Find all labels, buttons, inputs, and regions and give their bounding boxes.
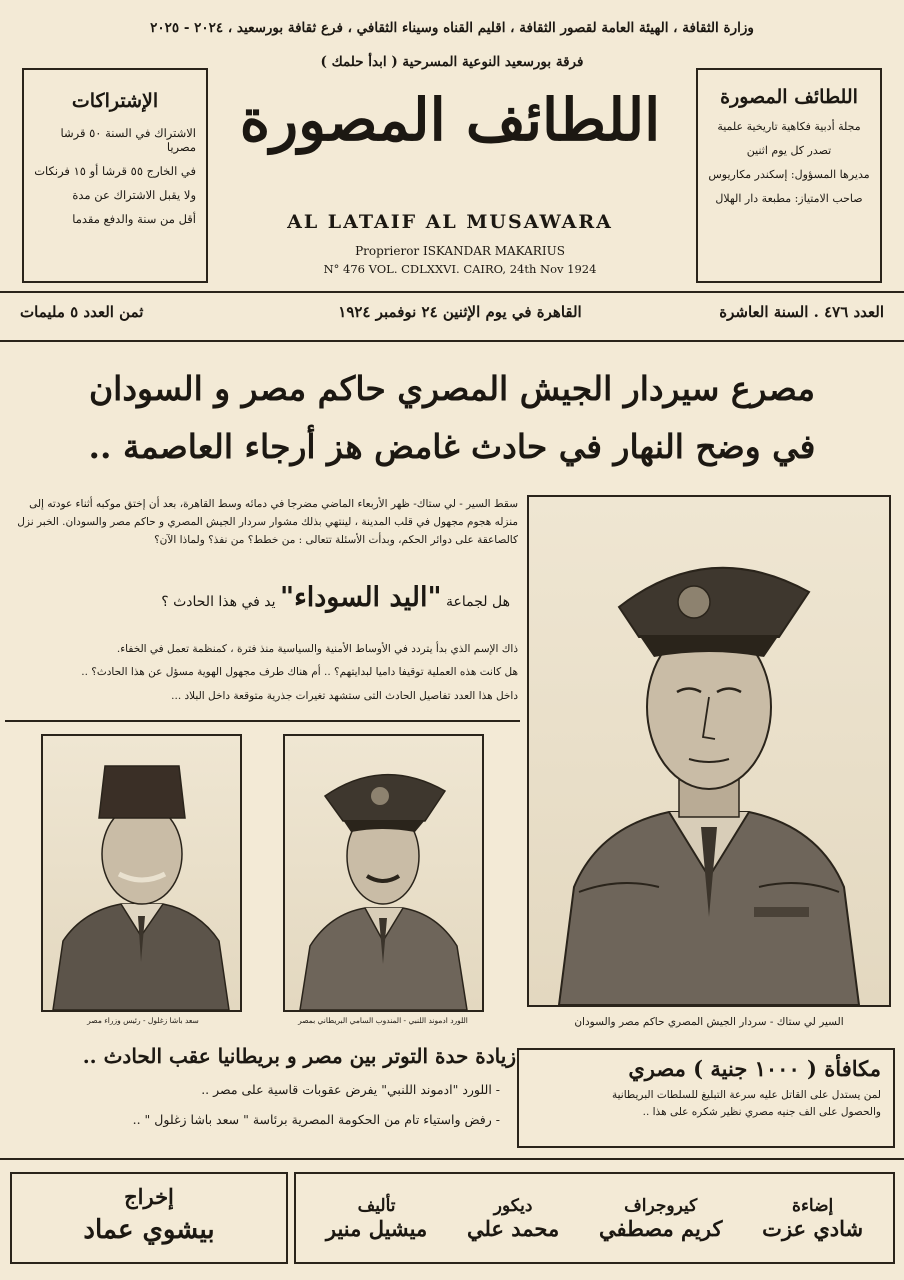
credit-name: ميشيل منير — [325, 1215, 428, 1241]
zaghloul-portrait-sketch — [43, 736, 240, 1010]
about-line: صاحب الامتياز: مطبعة دار الهلال — [715, 192, 863, 205]
allenby-caption: اللورد ادموند اللنبي - المندوب السامي البريطاني بمصر — [298, 1016, 468, 1025]
credit-name: محمد علي — [466, 1215, 560, 1241]
director-name: بيشوي عماد — [83, 1215, 215, 1245]
question-suffix: يد في هذا الحادث ؟ — [161, 594, 276, 610]
reward-title: مكافأة ( ١٠٠٠ جنية ) مصري — [628, 1056, 881, 1081]
subscription-line: الاشتراك في السنة ٥٠ قرشا مصريا — [60, 126, 196, 154]
credit-role: ديكور — [493, 1195, 533, 1216]
about-box — [696, 68, 882, 283]
zaghloul-portrait — [41, 734, 242, 1012]
article-paragraph: ذاك الإسم الذي بدأ يتردد في الأوساط الأمنية والسياسية منذ فترة ، كمنظمة تعمل في الخفاء. — [116, 643, 518, 655]
tension-point: - رفض واستياء تام من الحكومة المصرية برئاسة " سعد باشا زغلول " .. — [132, 1112, 500, 1127]
credit-role: كيروجراف — [624, 1195, 698, 1216]
subscription-line: ولا يقبل الاشتراك عن مدة — [72, 188, 196, 202]
tension-point: - اللورد "ادموند اللنبي" يفرض عقوبات قاسية على مصر .. — [201, 1082, 500, 1097]
article-paragraph: سقط السير - لي ستاك- ظهر الأربعاء الماضي مضرجا في دمائه وسط القاهرة، بعد أن إختق موكبه أثناء عودته إلى منزله هجوم مجهول في قلب المدينة ، لينتهي بذلك مشوار سردار الجيش المصري و حاكم مصر والسودان. الخبر نزل كالصاعقة على دوائر الحكم، وبدأت الأسئلة تتعالى : من خطط؟ من نفذ؟ ولماذا الآن؟ — [17, 498, 518, 546]
director-box — [10, 1172, 288, 1264]
reward-box — [517, 1048, 895, 1148]
tension-headline: زيادة حدة التوتر بين مصر و بريطانيا عقب الحادث .. — [82, 1044, 516, 1068]
proprietor-line: Proprieror ISKANDAR MAKARIUS — [355, 244, 565, 258]
question-prefix: هل لجماعة — [446, 594, 510, 610]
credit-role: تأليف — [357, 1195, 396, 1216]
reward-line: والحصول على الف جنيه مصري نظير شكره على هذا .. — [642, 1106, 881, 1118]
credits-box — [294, 1172, 895, 1264]
subscriptions-box — [22, 68, 208, 283]
subscription-line: أقل من سنة والدفع مقدما — [72, 212, 196, 226]
article-paragraph: داخل هذا العدد تفاصيل الحادث التى ستشهد تغيرات جذرية متوقعة داخل البلاد ... — [171, 690, 518, 702]
main-headline: مصرع سيردار الجيش المصري حاكم مصر و السودان — [88, 369, 816, 408]
question-highlight: "اليد السوداء" — [280, 582, 442, 613]
dateline-price: ثمن العدد ٥ مليمات — [20, 303, 144, 321]
about-line: مديرها المسؤول: إسكندر مكاريوس — [708, 168, 870, 181]
article-paragraph: هل كانت هذه العملية توقيفا داميا لبدايتهم؟ .. أم هناك طرف مجهول الهوية مسؤل عن هذا الحادث؟ .. — [81, 666, 518, 678]
divider — [0, 340, 904, 342]
credit-role: إضاءة — [792, 1195, 834, 1216]
officer-portrait-sketch — [529, 497, 889, 1005]
credit-name: شادي عزت — [762, 1215, 864, 1241]
dateline-issue: العدد ٤٧٦ . السنة العاشرة — [719, 303, 884, 321]
reward-line: لمن يستدل على القاتل عليه سرعة التبليغ للسلطات البريطانية — [611, 1089, 881, 1101]
masthead-title-english: AL LATAIF AL MUSAWARA — [287, 211, 613, 233]
main-headline-line2: في وضح النهار في حادث غامض هز أرجاء العاصمة .. — [88, 427, 816, 466]
credit-item — [762, 1196, 863, 1241]
troupe-line: فرقة بورسعيد النوعية المسرحية ( ابدأ حلمك ) — [320, 54, 584, 70]
credit-item — [467, 1196, 559, 1241]
issue-line: N° 476 VOL. CDLXXVI. CAIRO, 24th Nov 1924 — [323, 262, 597, 276]
main-portrait — [527, 495, 891, 1007]
about-line: تصدر كل يوم اثنين — [746, 144, 832, 157]
divider — [0, 291, 904, 293]
ministry-line: وزارة الثقافة ، الهيئة العامة لقصور الثقافة ، اقليم القناه وسيناء الثقافي ، فرع ثقافة بورسعيد ، ٢٠٢٤ - ٢٠٢٥ — [150, 20, 754, 36]
divider — [5, 720, 520, 722]
about-line: مجلة أدبية فكاهية تاريخية علمية — [717, 120, 861, 133]
credit-item — [326, 1196, 427, 1241]
about-title: اللطائف المصورة — [720, 86, 858, 108]
credit-item — [599, 1196, 723, 1241]
main-portrait-caption: السير لي ستاك - سردار الجيش المصري حاكم مصر والسودان — [574, 1016, 844, 1028]
director-role: إخراج — [124, 1184, 174, 1209]
subscription-line: في الخارج ٥٥ قرشا أو ١٥ فرنكات — [34, 164, 196, 178]
credit-name: كريم مصطفي — [598, 1215, 723, 1241]
zaghloul-caption: سعد باشا زغلول - رئيس وزراء مصر — [87, 1016, 199, 1025]
article-question — [40, 582, 510, 613]
dateline-date: القاهرة في يوم الإثنين ٢٤ نوفمبر ١٩٢٤ — [338, 303, 582, 321]
allenby-portrait — [283, 734, 484, 1012]
masthead-title-arabic: اللطائف المصورة — [239, 86, 661, 154]
allenby-portrait-sketch — [285, 736, 482, 1010]
divider — [0, 1158, 904, 1160]
subscriptions-title: الإشتراكات — [71, 90, 159, 112]
